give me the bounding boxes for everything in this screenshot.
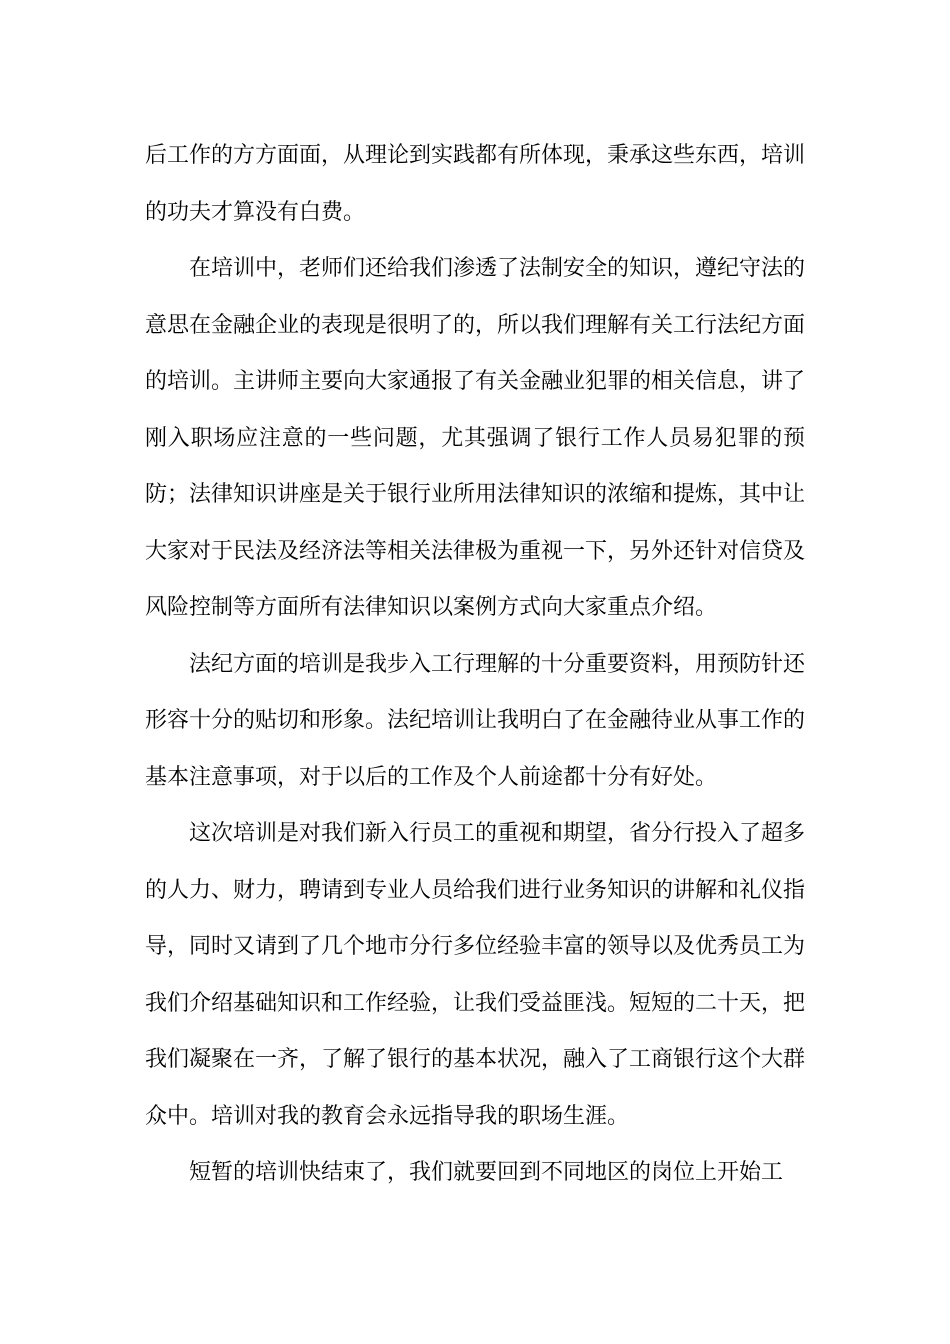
paragraph-closing: 短暂的培训快结束了，我们就要回到不同地区的岗位上开始工 (189, 1160, 784, 1185)
paragraph-training-value: 这次培训是对我们新入行员工的重视和期望，省分行投入了超多的人力、财力，聘请到专业人员给我们进行业务知识的讲解和礼仪指导，同时又请到了几个地市分行多位经验丰富的领导以及优秀员工为我们介绍基础知识和工作经验，让我们受益匪浅。短短的二十天，把我们凝聚在一齐，了解了银行的基本状况，融入了工商银行这个大群众中。培训对我的教育会永远指导我的职场生涯。 (145, 821, 806, 1129)
paragraph-continued: 后工作的方方面面，从理论到实践都有所体现，秉承这些东西，培训的功夫才算没有白费。 (145, 143, 806, 225)
paragraph-legal-importance: 法纪方面的培训是我步入工行理解的十分重要资料，用预防针还形容十分的贴切和形象。法纪培训让我明白了在金融待业从事工作的基本注意事项，对于以后的工作及个人前途都十分有好处。 (145, 651, 806, 790)
body-text (145, 128, 805, 1202)
paragraph-legal-training: 在培训中，老师们还给我们渗透了法制安全的知识，遵纪守法的意思在金融企业的表现是很明了的，所以我们理解有关工行法纪方面的培训。主讲师主要向大家通报了有关金融业犯罪的相关信息，讲了刚入职场应注意的一些问题，尤其强调了银行工作人员易犯罪的预防；法律知识讲座是关于银行业所用法律知识的浓缩和提炼，其中让大家对于民法及经济法等相关法律极为重视一下，另外还针对信贷及风险控制等方面所有法律知识以案例方式向大家重点介绍。 (145, 256, 806, 620)
